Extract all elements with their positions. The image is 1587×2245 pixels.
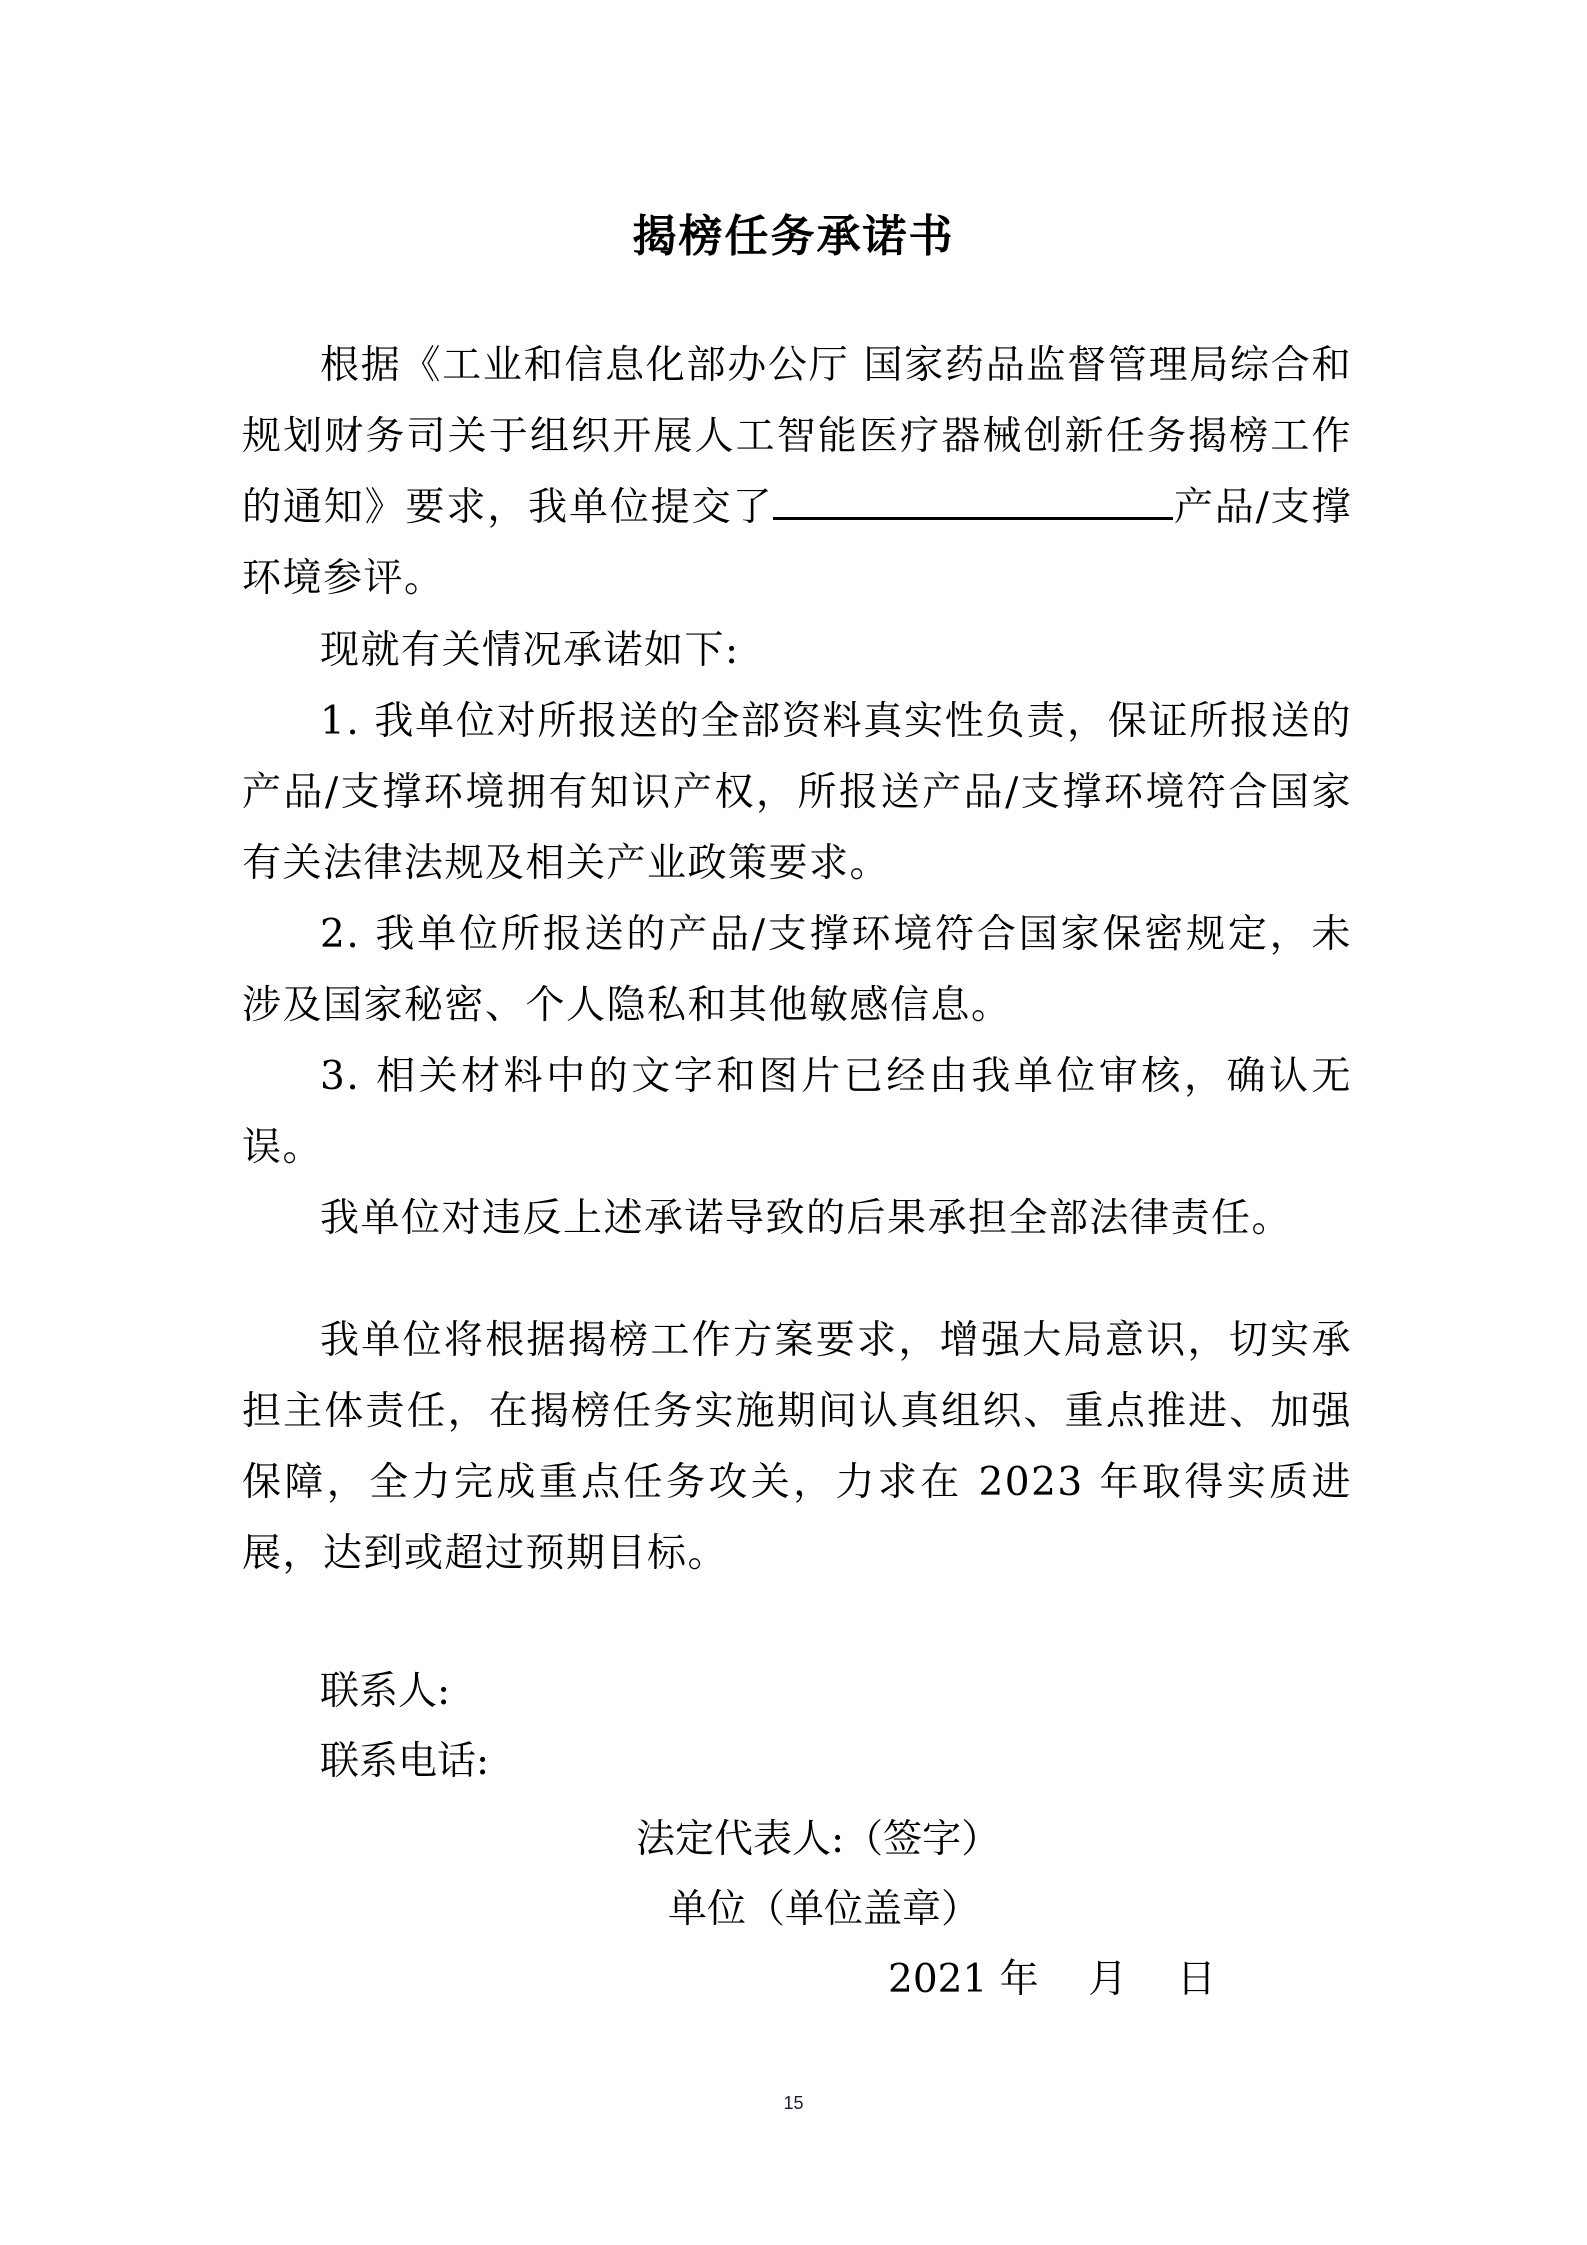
- legal-representative-signature: 法定代表人:（签字）: [636, 1817, 1001, 1862]
- product-name-blank[interactable]: [773, 477, 1173, 520]
- intro-text-end: 产品/支撑环境参评。: [242, 485, 1352, 601]
- pledge-text: 我单位将根据揭榜工作方案要求，增强大局意识，切实承担主体责任，在揭榜任务实施期间认真组织、重点推进、加强保障，全力完成重点任务攻关，力求在 2023 年取得实质进展，达到或超过预期目标。: [242, 1318, 1352, 1576]
- pledge-paragraph: [242, 1305, 1352, 1589]
- unit-seal: 单位（单位盖章）: [668, 1887, 981, 1932]
- page-number: 15: [783, 2093, 804, 2113]
- document-title: 揭榜任务承诺书: [632, 211, 955, 262]
- liability-statement: 我单位对违反上述承诺导致的后果承担全部法律责任。: [320, 1196, 1293, 1241]
- commitment-item-3: 3. 相关材料中的文字和图片已经由我单位审核，确认无误。: [242, 1054, 1352, 1170]
- commitment-item-2: 2. 我单位所报送的产品/支撑环境符合国家保密规定，未涉及国家秘密、个人隐私和其他敏感信息。: [242, 912, 1352, 1028]
- signature-date: 2021 年 月 日: [888, 1957, 1216, 2002]
- intro-paragraph: [242, 330, 1352, 614]
- contact-phone-label: 联系电话:: [320, 1739, 490, 1784]
- commit-lead: 现就有关情况承诺如下:: [320, 628, 740, 673]
- intro-text: 根据《工业和信息化部办公厅 国家药品监督管理局综合和规划财务司关于组织开展人工智能医疗器械创新任务揭榜工作的通知》要求，我单位提交了: [242, 343, 1352, 530]
- contact-person-label: 联系人:: [320, 1669, 451, 1714]
- commitments-section: [242, 615, 1352, 1254]
- commitment-item-1: 1. 我单位对所报送的全部资料真实性负责，保证所报送的产品/支撑环境拥有知识产权，所报送产品/支撑环境符合国家有关法律法规及相关产业政策要求。: [242, 699, 1352, 886]
